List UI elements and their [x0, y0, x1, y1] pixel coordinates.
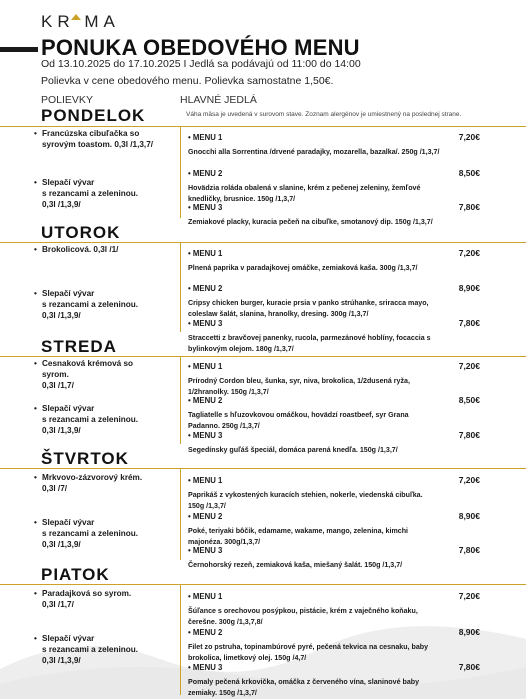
column-divider: [180, 584, 181, 695]
soup-text: s rezancami a zeleninou.: [42, 189, 139, 198]
menu-price: 8,50€: [458, 395, 480, 405]
bullet: •: [34, 129, 37, 138]
soup-text: 0,3l /1,7/: [42, 600, 74, 609]
soup-text: 0,3l /1,7/: [42, 381, 74, 390]
menu-description-line: Padanno. 250g /1,3,7/: [188, 421, 260, 430]
menu-description-line: brokolica, limetkový olej. 150g /4,7/: [188, 653, 307, 662]
menu-label: • MENU 2: [188, 169, 223, 178]
menu-label: • MENU 3: [188, 546, 223, 555]
menu-description-line: 150g /1,3,7/: [188, 501, 226, 510]
soup-text: s rezancami a zeleninou.: [42, 415, 139, 424]
soup-text: 0,3l /1,3,9/: [42, 426, 81, 435]
allergen-note: Váha mäsa je uvedená v surovom stave. Zoznam alergénov je umiestnený na poslednej strane.: [186, 111, 462, 118]
menu-label: • MENU 2: [188, 396, 223, 405]
menu-description: [188, 263, 488, 274]
menu-price: 7,80€: [458, 202, 480, 212]
soup-text: 0,3l /7/: [42, 484, 68, 493]
soup-text: s rezancami a zeleninou.: [42, 300, 139, 309]
soup-text: Slepačí vývar: [42, 634, 95, 643]
day-title: STREDA: [41, 337, 117, 356]
soup-text: 0,3l /1,3,9/: [42, 200, 81, 209]
bullet: •: [34, 289, 37, 298]
menu-description-line: Plnená paprika v paradajkovej omáčke, zemiaková kaša. 300g /1,3,7/: [188, 264, 418, 272]
soup-item: [34, 403, 172, 436]
menu-price: 7,80€: [458, 430, 480, 440]
soup-text: s rezancami a zeleninou.: [42, 645, 139, 654]
menu-label: • MENU 3: [188, 663, 223, 672]
menu-description-line: bylinkovým olejom. 180g /1,3,7/: [188, 344, 294, 353]
day-divider: [0, 468, 526, 469]
soups-column-heading: POLIEVKY: [41, 94, 93, 106]
bullet: •: [34, 178, 37, 187]
menu-description-line: Hovädzia roláda obalená v slanine, krém z pečenej zeleniny, žemľové: [188, 184, 421, 192]
menu-description-line: Poké, teriyaki bôčik, edamame, wakame, mango, zelenina, kimchi: [188, 527, 408, 535]
bullet: •: [34, 245, 37, 254]
day-title: PIATOK: [41, 565, 110, 584]
soup-item: [34, 358, 172, 391]
menu-description-line: Pomaly pečená krkovička, omáčka z červeného vína, slaninové baby: [188, 678, 420, 686]
day-title: UTOROK: [41, 223, 121, 242]
menu-description: [188, 642, 488, 663]
soup-item: [34, 177, 172, 210]
soup-item: [34, 633, 172, 666]
menu-price: 7,20€: [458, 361, 480, 371]
menu-description-line: Šúľance s orechovou posýpkou, pistácie, krém z vaječného koňaku,: [188, 607, 418, 615]
bullet: •: [34, 359, 37, 368]
mains-column-heading: HLAVNÉ JEDLÁ: [180, 94, 257, 106]
menu-price: 7,80€: [458, 318, 480, 328]
menu-description-line: Zemiakové placky, kuracia pečeň na cibuľke, smotanový dip. 150g /1,3,7/: [188, 218, 433, 226]
soup-item: [34, 517, 172, 550]
menu-description: [188, 445, 488, 456]
column-divider: [180, 356, 181, 444]
bullet: •: [34, 589, 37, 598]
day-divider: [0, 356, 526, 357]
soup-text: 0,3l /1,3,9/: [42, 311, 81, 320]
soup-text: syrom.: [42, 370, 69, 379]
day-divider: [0, 584, 526, 585]
menu-description: [188, 677, 488, 698]
menu-description: [188, 217, 488, 228]
menu-price: 7,20€: [458, 248, 480, 258]
menu-description-line: Prírodný Cordon bleu, šunka, syr, niva, brokolica, 1/2dusená ryža,: [188, 377, 410, 385]
menu-description: [188, 333, 488, 354]
menu-label: • MENU 2: [188, 512, 223, 521]
brand-logo: KR MA: [41, 12, 120, 31]
menu-price: 8,90€: [458, 627, 480, 637]
menu-description-line: Tagliatelle s hľuzovkovou omáčkou, hovädzí roastbeef, syr Grana: [188, 411, 409, 419]
menu-price: 7,20€: [458, 475, 480, 485]
menu-description-line: Cripsy chicken burger, kuracie prsia v panko strúhanke, sriracca mayo,: [188, 299, 429, 307]
menu-description: [188, 183, 488, 204]
soup-text: 0,3l /1,3,9/: [42, 656, 81, 665]
menu-label: • MENU 1: [188, 133, 223, 142]
menu-price: 7,80€: [458, 545, 480, 555]
logo-accent-mark: [71, 14, 81, 20]
soup-item: [34, 244, 172, 255]
soup-item: [34, 472, 172, 494]
soup-item: [34, 288, 172, 321]
column-divider: [180, 242, 181, 332]
bullet: •: [34, 473, 37, 482]
menu-description: [188, 606, 488, 627]
menu-description-line: Straccetti z bravčovej panenky, rucola, parmezánové hoblíny, focaccia s: [188, 334, 431, 342]
soup-text: syrovým toastom. 0,3l /1,3,7/: [42, 140, 154, 149]
soup-text: s rezancami a zeleninou.: [42, 529, 139, 538]
menu-dates: Od 13.10.2025 do 17.10.2025 I Jedlá sa podávajú od 11:00 do 14:00: [41, 58, 361, 70]
menu-label: • MENU 1: [188, 592, 223, 601]
soup-text: Francúzska cibuľačka so: [42, 129, 140, 138]
soup-text: Slepačí vývar: [42, 518, 95, 527]
menu-price: 7,80€: [458, 662, 480, 672]
day-title: ŠTVRTOK: [41, 449, 129, 468]
menu-description-line: Paprikáš z vykostených kuracích stehien, nokerle, viedenská cibuľka.: [188, 491, 423, 499]
menu-label: • MENU 3: [188, 431, 223, 440]
soup-text: Cesnaková krémová so: [42, 359, 134, 368]
soup-text: Paradajková so syrom.: [42, 589, 132, 598]
soup-text: Slepačí vývar: [42, 404, 95, 413]
soup-item: [34, 128, 172, 150]
menu-description-line: Filet zo pstruha, topinambúrové pyré, pečená tekvica na cesnaku, baby: [188, 643, 429, 651]
menu-description: [188, 376, 488, 397]
day-divider: [0, 126, 526, 127]
menu-price: 8,90€: [458, 283, 480, 293]
menu-description: [188, 526, 488, 547]
day-divider: [0, 242, 526, 243]
column-divider: [180, 468, 181, 560]
menu-label: • MENU 1: [188, 476, 223, 485]
menu-label: • MENU 2: [188, 628, 223, 637]
menu-description: [188, 560, 488, 571]
menu-description-line: zemiaky. 150g /1,3,7/: [188, 688, 257, 697]
soup-text: Slepačí vývar: [42, 289, 95, 298]
menu-label: • MENU 3: [188, 203, 223, 212]
bullet: •: [34, 634, 37, 643]
menu-description-line: 1/2hranolky. 150g /1,3,7/: [188, 387, 269, 396]
soup-text: 0,3l /1,3,9/: [42, 540, 81, 549]
menu-description-line: coleslaw šalát, slanina, hranolky, dresing. 300g /1,3,7/: [188, 309, 369, 318]
menu-description-line: Černohorský rezeň, zemiaková kaša, miešaný šalát. 150g /1,3,7/: [188, 561, 403, 569]
menu-description-line: Segedínsky guľáš špeciál, domáca parená knedľa. 150g /1,3,7/: [188, 446, 398, 454]
soup-text: Brokolicová. 0,3l /1/: [42, 245, 119, 254]
menu-description: [188, 298, 488, 319]
column-divider: [180, 126, 181, 218]
menu-description-line: Gnocchi alla Sorrentina /drvené paradajky, mozarella, bazalka/. 250g /1,3,7/: [188, 148, 440, 156]
soup-item: [34, 588, 172, 610]
menu-description-line: majonéza. 300g/1,3,7/: [188, 537, 261, 546]
menu-price: 8,90€: [458, 511, 480, 521]
menu-description-line: knedličky, brusnice. 150g /1,3,7/: [188, 194, 296, 203]
soup-price-info: Polievka v cene obedového menu. Polievka samostatne 1,50€.: [41, 75, 334, 87]
title-accent-bar: [0, 47, 38, 52]
bullet: •: [34, 404, 37, 413]
menu-price: 8,50€: [458, 168, 480, 178]
menu-description: [188, 147, 488, 158]
menu-price: 7,20€: [458, 591, 480, 601]
menu-label: • MENU 1: [188, 249, 223, 258]
menu-description: [188, 490, 488, 511]
menu-price: 7,20€: [458, 132, 480, 142]
menu-description: [188, 410, 488, 431]
day-title: PONDELOK: [41, 106, 146, 125]
menu-label: • MENU 2: [188, 284, 223, 293]
menu-label: • MENU 1: [188, 362, 223, 371]
menu-description-line: čerešne. 300g /1,3,7,8/: [188, 617, 263, 626]
soup-text: Mrkvovo-zázvorový krém.: [42, 473, 143, 482]
page-title: PONUKA OBEDOVÉHO MENU: [41, 35, 360, 60]
bullet: •: [34, 518, 37, 527]
soup-text: Slepačí vývar: [42, 178, 95, 187]
menu-label: • MENU 3: [188, 319, 223, 328]
